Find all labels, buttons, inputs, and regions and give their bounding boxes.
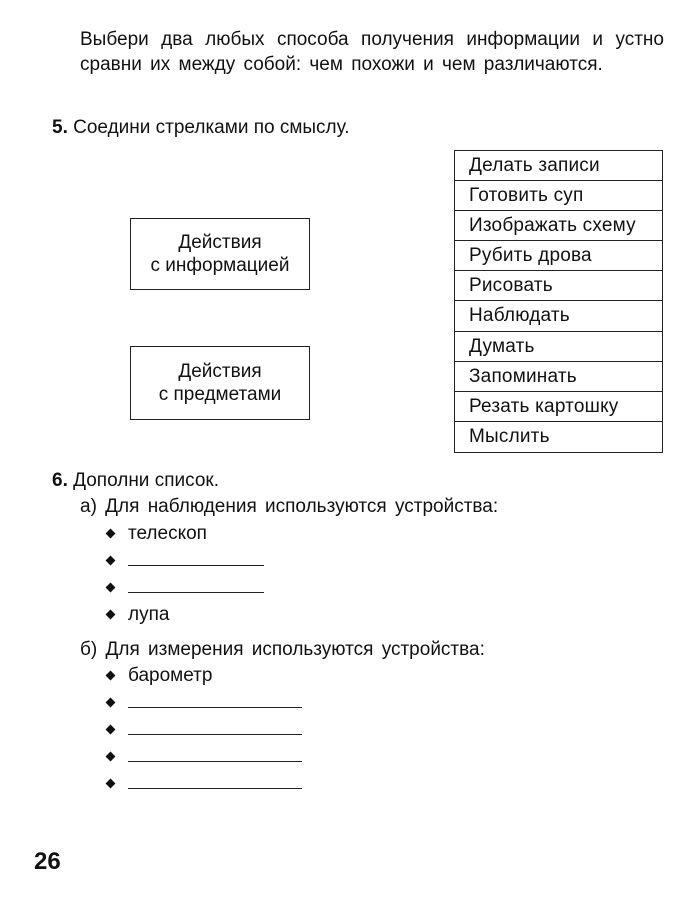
list-item-text: барометр (128, 665, 213, 686)
list-item (104, 689, 302, 716)
list-item (104, 574, 264, 601)
action-item[interactable]: Рисовать (455, 271, 662, 301)
action-item[interactable]: Резать картошку (455, 392, 662, 422)
action-item[interactable]: Мыслить (469, 425, 550, 447)
box-objects-line2: с предметами (158, 384, 282, 405)
bullet-diamond-icon (106, 752, 116, 762)
box-object-actions[interactable] (130, 346, 310, 420)
list-item (104, 743, 302, 770)
part-b-title: б) Для измерения используются устройства: (80, 639, 485, 660)
answer-blank-line[interactable] (128, 690, 302, 708)
task-5-heading (52, 116, 350, 140)
answer-blank-line[interactable] (128, 575, 264, 593)
bullet-diamond-icon (106, 779, 116, 789)
action-item[interactable]: Рубить дрова (455, 241, 662, 271)
bullet-diamond-icon (106, 725, 116, 735)
list-item (104, 770, 302, 797)
part-a-title: а) Для наблюдения используются устройства: (80, 496, 499, 517)
part-a-list (104, 520, 264, 628)
box-objects-line1: Действия (178, 361, 262, 382)
list-item (104, 601, 264, 628)
bullet-diamond-icon (106, 583, 116, 593)
action-item[interactable]: Готовить суп (455, 181, 662, 211)
task-5-title: Соедини стрелками по смыслу. (73, 117, 350, 138)
action-item[interactable]: Наблюдать (455, 301, 662, 331)
page-number: 26 (34, 848, 61, 875)
box-information-line2: с информацией (150, 255, 290, 276)
action-item[interactable]: Думать (455, 332, 662, 362)
action-word-list (454, 150, 663, 453)
answer-blank-line[interactable] (128, 548, 264, 566)
task-6-title: Дополни список. (73, 470, 219, 491)
part-b-list (104, 662, 302, 797)
box-information-actions[interactable] (130, 218, 310, 290)
list-item-text: лупа (128, 604, 170, 625)
list-item (104, 716, 302, 743)
action-item[interactable]: Запоминать (455, 362, 662, 392)
answer-blank-line[interactable] (128, 744, 302, 762)
bullet-diamond-icon (106, 529, 116, 539)
intro-paragraph: Выбери два любых способа получения информации и устно сравни их между собой: чем похожи и чем различаются. (80, 29, 664, 75)
answer-blank-line[interactable] (128, 771, 302, 789)
answer-blank-line[interactable] (128, 717, 302, 735)
list-item (104, 520, 264, 547)
bullet-diamond-icon (106, 610, 116, 620)
bullet-diamond-icon (106, 671, 116, 681)
task-6-heading (52, 469, 219, 493)
list-item-text: телескоп (128, 523, 207, 544)
list-item (104, 547, 264, 574)
bullet-diamond-icon (106, 556, 116, 566)
bullet-diamond-icon (106, 698, 116, 708)
box-information-line1: Действия (178, 232, 262, 253)
task-6-number: 6. (52, 470, 68, 491)
task-5-number: 5. (52, 117, 68, 138)
list-item (104, 662, 302, 689)
action-item[interactable]: Делать записи (455, 151, 662, 181)
action-item[interactable]: Изображать схему (455, 211, 662, 241)
